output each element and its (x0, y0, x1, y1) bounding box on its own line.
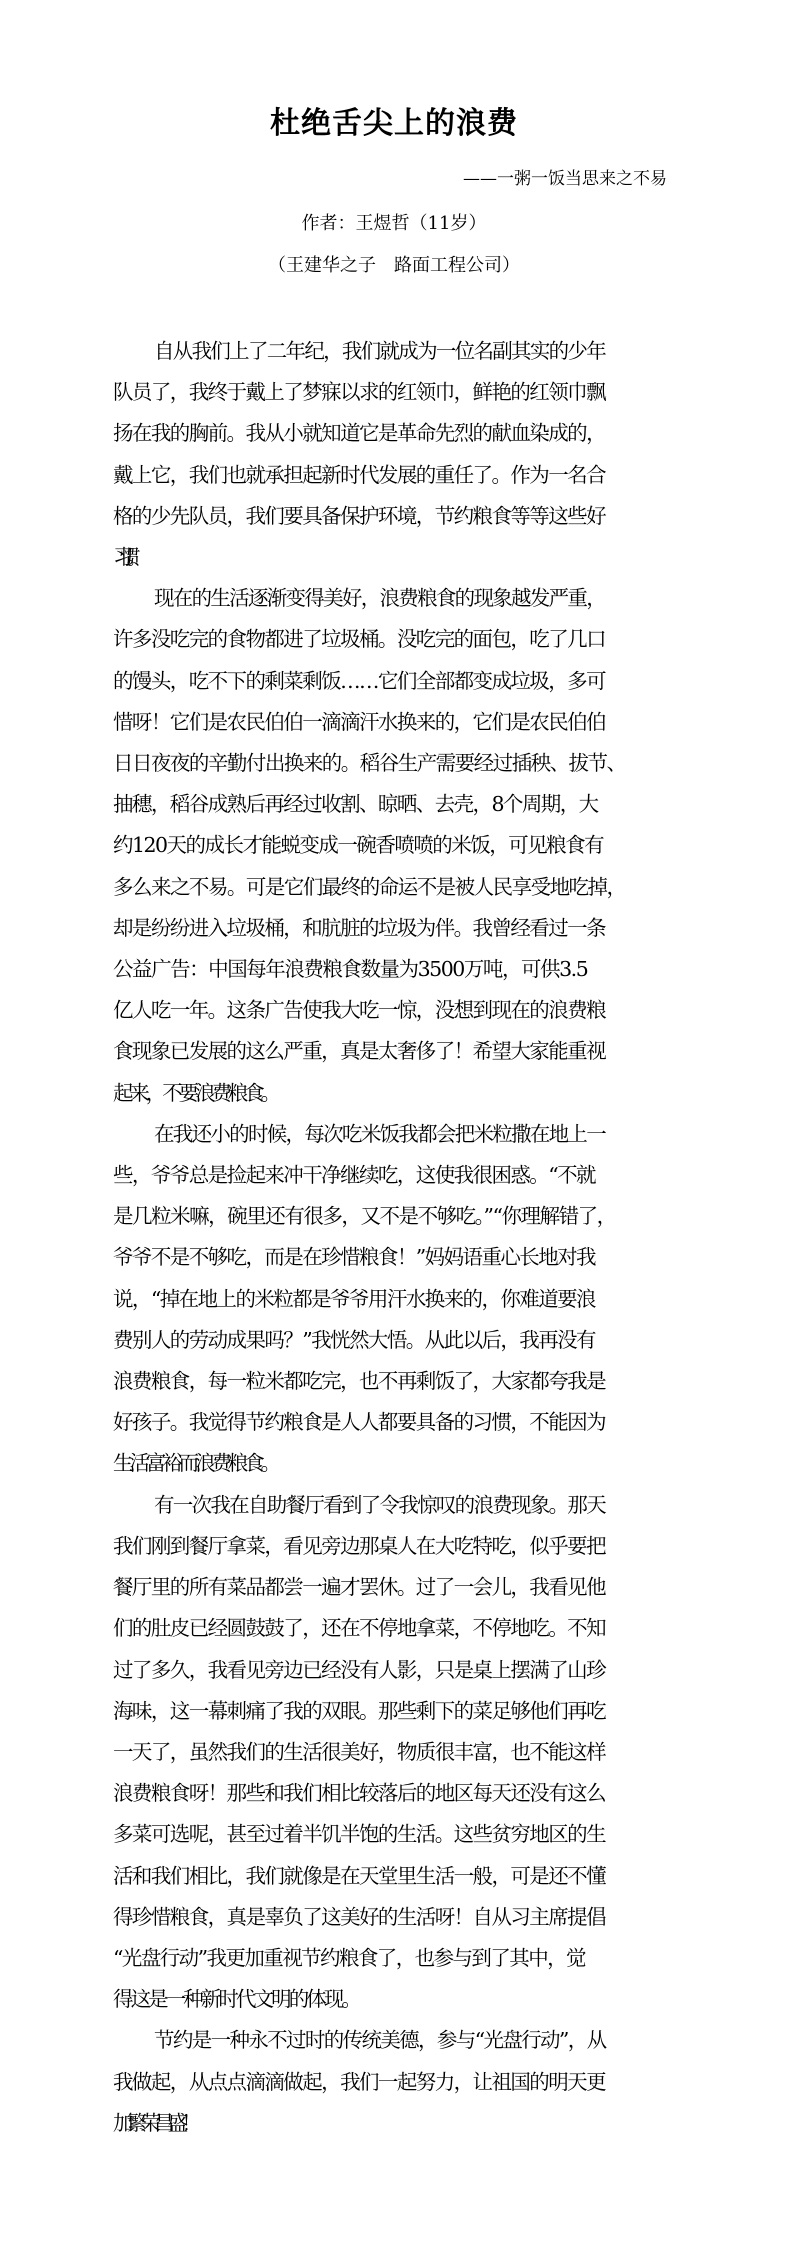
paragraph-line: 许多没吃完的食物都进了垃圾桶。没吃完的面包，吃了几口 (113, 627, 605, 652)
paragraph-line: 得这是一种新时代文明的体现。 (113, 1987, 359, 2012)
affiliation-company: 路面工程公司） (394, 255, 520, 276)
paragraph-line: 浪费粮食呀！那些和我们相比较落后的地区每天还没有这么 (113, 1781, 605, 1806)
paragraph-line: 餐厅里的所有菜品都尝一遍才罢休。过了一会儿，我看见他 (113, 1575, 605, 1600)
author-line: 作者：王煜哲（11岁） (301, 213, 487, 234)
paragraph-line: 得珍惜粮食，真是辜负了这美好的生活呀！自从习主席提倡 (113, 1904, 605, 1929)
essay-paragraph (113, 2020, 673, 2144)
paragraph-line: 扬在我的胸前。我从小就知道它是革命先烈的献血染成的， (113, 421, 605, 446)
paragraph-line: 多么来之不易。可是它们最终的命运不是被人民享受地吃掉， (113, 874, 626, 899)
paragraph-line: 浪费粮食，每一粒米都吃完，也不再剩饭了，大家都夸我是 (113, 1369, 605, 1394)
paragraph-line: 活和我们相比，我们就像是在天堂里生活一般，可是还不懂 (113, 1863, 605, 1888)
paragraph-line: 格的少先队员，我们要具备保护环境，节约粮食等等这些好 (113, 503, 605, 528)
paragraph-line: 节约是一种永不过时的传统美德，参与“光盘行动”，从 (154, 2028, 606, 2053)
paragraph-line: 有一次我在自助餐厅看到了令我惊叹的浪费现象。那天 (154, 1492, 605, 1517)
essay-paragraph (113, 578, 673, 1114)
paragraph-line: 费别人的劳动成果吗？”我恍然大悟。从此以后，我再没有 (113, 1327, 595, 1352)
paragraph-line: 加繁荣昌盛！ (113, 2110, 195, 2135)
paragraph-line: 海味，这一幕刺痛了我的双眼。那些剩下的菜足够他们再吃 (113, 1698, 605, 1723)
paragraph-line: 队员了，我终于戴上了梦寐以求的红领巾，鲜艳的红领巾飘 (113, 380, 605, 405)
paragraph-line: 在我还小的时候，每次吃米饭我都会把米粒撒在地上一 (154, 1121, 605, 1146)
paragraph-line: 我做起，从点点滴滴做起，我们一起努力，让祖国的明天更 (113, 2069, 605, 2094)
paragraph-line: 起来，不要浪费粮食。 (113, 1080, 277, 1105)
paragraph-line: 现在的生活逐渐变得美好，浪费粮食的现象越发严重， (154, 586, 605, 611)
paragraph-line: 的馒头，吃不下的剩菜剩饭……它们全部都变成垃圾，多可 (113, 668, 605, 693)
paragraph-line: 约120天的成长才能蜕变成一碗香喷喷的米饭，可见粮食有 (113, 833, 604, 858)
essay-paragraph (113, 331, 673, 578)
paragraph-line: 过了多久，我看见旁边已经没有人影，只是桌上摆满了山珍 (113, 1657, 605, 1682)
paragraph-line: 些，爷爷总是捡起来冲干净继续吃，这使我很困惑。“不就 (113, 1163, 595, 1188)
paragraph-line: 惜呀！它们是农民伯伯一滴滴汗水换来的，它们是农民伯伯 (113, 709, 605, 734)
paragraph-line: 亿人吃一年。这条广告使我大吃一惊，没想到现在的浪费粮 (113, 998, 605, 1023)
paragraph-line: “光盘行动”我更加重视节约粮食了，也参与到了其中，觉 (113, 1945, 585, 1970)
paragraph-line: 抽穗，稻谷成熟后再经过收割、晾晒、去壳，8个周期，大 (113, 792, 598, 817)
essay-paragraph (113, 1485, 673, 2021)
paragraph-line: 公益广告：中国每年浪费粮食数量为3500万吨，可供3.5 (113, 957, 588, 982)
essay-title: 杜绝舌尖上的浪费 (270, 106, 518, 141)
paragraph-line: 生活富裕而浪费粮食。 (113, 1451, 277, 1476)
paragraph-line: 日日夜夜的辛勤付出换来的。稻谷生产需要经过插秧、拔节、 (113, 751, 626, 776)
paragraph-line: 食现象已发展的这么严重，真是太奢侈了！希望大家能重视 (113, 1039, 605, 1064)
paragraph-line: 说，“掉在地上的米粒都是爷爷用汗水换来的，你难道要浪 (113, 1286, 595, 1311)
paragraph-line: 戴上它，我们也就承担起新时代发展的重任了。作为一名合 (113, 462, 605, 487)
affiliation-parent: （王建华之子 (268, 255, 376, 276)
essay-subtitle: ——一粥一饭当思来之不易 (463, 169, 667, 189)
paragraph-line: 我们刚到餐厅拿菜，看见旁边那桌人在大吃特吃，似乎要把 (113, 1533, 605, 1558)
paragraph-line: 习惯。 (113, 545, 134, 570)
essay-paragraph (113, 1114, 673, 1485)
paragraph-line: 自从我们上了二年纪，我们就成为一位名副其实的少年 (154, 339, 605, 363)
paragraph-line: 好孩子。我觉得节约粮食是人人都要具备的习惯，不能因为 (113, 1410, 605, 1435)
paragraph-line: 却是纷纷进入垃圾桶，和肮脏的垃圾为伴。我曾经看过一条 (113, 915, 605, 940)
paragraph-line: 一天了，虽然我们的生活很美好，物质很丰富，也不能这样 (113, 1739, 605, 1764)
affiliation-line (0, 253, 788, 279)
paragraph-line: 爷爷不是不够吃，而是在珍惜粮食！”妈妈语重心长地对我 (113, 1245, 595, 1270)
paragraph-line: 们的肚皮已经圆鼓鼓了，还在不停地拿菜，不停地吃。不知 (113, 1616, 605, 1641)
paragraph-line: 是几粒米嘛，碗里还有很多，又不是不够吃。”“你理解错了， (113, 1204, 616, 1229)
paragraph-line: 多菜可选呢，甚至过着半饥半饱的生活。这些贫穷地区的生 (113, 1822, 605, 1847)
essay-body (113, 331, 673, 2144)
